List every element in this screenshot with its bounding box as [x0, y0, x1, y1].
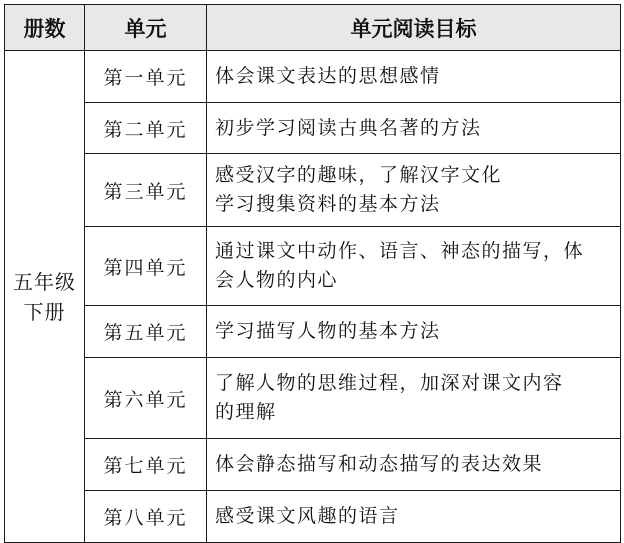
- goal-cell: [207, 439, 621, 491]
- table-row: [5, 306, 621, 358]
- table-row: [5, 439, 621, 491]
- goal-line: 了解人物的思维过程，加深对课文内容: [215, 372, 564, 394]
- unit-cell: 第三单元: [85, 154, 207, 227]
- unit-cell: 第八单元: [85, 491, 207, 543]
- unit-cell: 第七单元: [85, 439, 207, 491]
- header-unit: 单元: [85, 5, 207, 51]
- goal-line: 体会课文表达的思想感情: [215, 65, 441, 87]
- book-cell: [5, 51, 85, 543]
- goal-line: 通过课文中动作、语言、神态的描写，体: [215, 240, 585, 262]
- goal-cell: [207, 103, 621, 154]
- goal-line: 的理解: [215, 401, 277, 423]
- book-label-grade: 五年级: [13, 269, 76, 294]
- goal-cell: [207, 358, 621, 439]
- table-row: [5, 358, 621, 439]
- goal-line: 学习搜集资料的基本方法: [215, 193, 441, 215]
- unit-cell: 第六单元: [85, 358, 207, 439]
- goal-line: 感受汉字的趣味，了解汉字文化: [215, 164, 503, 186]
- goal-line: 体会静态描写和动态描写的表达效果: [215, 453, 544, 475]
- header-book: 册数: [5, 5, 85, 51]
- goal-cell: [207, 491, 621, 543]
- unit-cell: 第一单元: [85, 51, 207, 103]
- table-row: [5, 491, 621, 543]
- unit-cell: 第四单元: [85, 227, 207, 306]
- table-row: [5, 154, 621, 227]
- goal-line: 会人物的内心: [215, 269, 339, 291]
- unit-cell: 第二单元: [85, 103, 207, 154]
- header-goal: 单元阅读目标: [207, 5, 621, 51]
- goal-line: 学习描写人物的基本方法: [215, 320, 441, 342]
- goal-cell: [207, 51, 621, 103]
- goal-line: 初步学习阅读古典名著的方法: [215, 116, 482, 139]
- unit-cell: 第五单元: [85, 306, 207, 358]
- table-row: [5, 51, 621, 103]
- goal-cell: [207, 154, 621, 227]
- reading-goals-table: [4, 4, 621, 543]
- goal-cell: [207, 306, 621, 358]
- table-row: [5, 103, 621, 154]
- table-row: [5, 227, 621, 306]
- header-row: [5, 5, 621, 51]
- goal-cell: [207, 227, 621, 306]
- book-label-volume: 下册: [23, 299, 66, 324]
- goal-line: 感受课文风趣的语言: [215, 505, 400, 527]
